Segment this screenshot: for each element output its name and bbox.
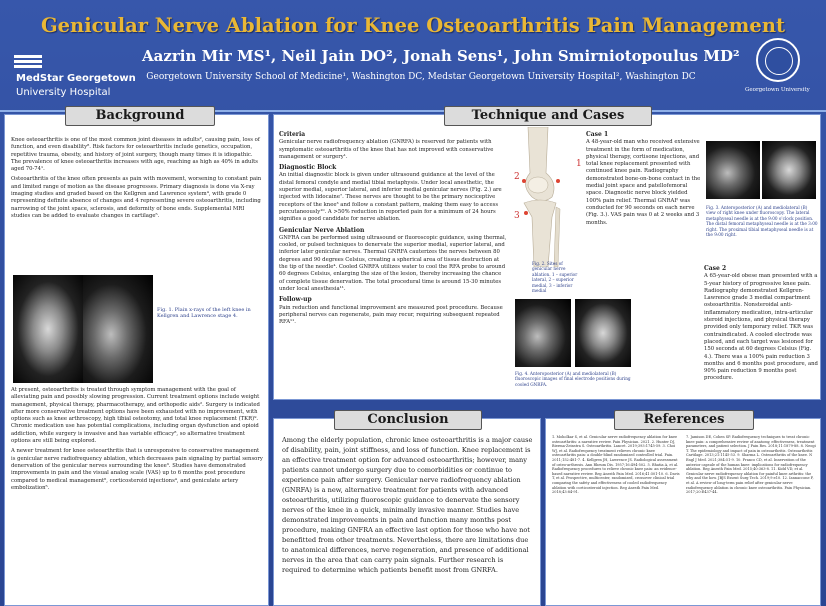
logo-left-line2: University Hospital xyxy=(16,87,111,98)
georgetown-seal-icon xyxy=(756,38,800,82)
medstar-logo-icon xyxy=(14,55,42,71)
case2-text: A 65-year-old obese man presented with a 5-year history of progressive knee pain. Radiography demonstrated Kellgren-Lawrence grade 3 medial compartment osteoarthritis. Nonsteroidal anti-inflammatory medication, intra-articular steroid injections, and physical therapy provided only temporary relief. TKR was contraindicated. A cooled electrode was placed, and each target was lesioned for 150 seconds at 60 degrees Celsius (Fig. 4.). There was a 100% pain reduction 3 months and 6 months post procedure, and 90% pain reduction 9 months post procedure. xyxy=(704,273,818,382)
conclusion-panel xyxy=(273,412,541,606)
fig3-fluoro-b xyxy=(762,141,816,199)
diagnostic-text: An initial diagnostic block is given under ultrasound guidance at the level of the distal femoral condyle and medial tibial metaphysis. Under local anesthetic, the superior medial, superior lateral, and inferior medial genicular nerves (Fig. 2.) are injected with lidocaine⁷. These nerves are thought to be the primary nociceptive receptors of the knee³ and follow a constant pattern, making them easy to access percutaneously¹⁰. A >50% reduction in reported pain for a minimum of 24 hours signifies a good candidate for nerve ablation. xyxy=(279,172,502,223)
references-col2: 7. Jamison DE, Cohen SP. Radiofrequency techniques to treat chronic knee pain: a comprehensive review of anatomy, effectiveness, treatment parameters, and patient selection. J Pain Res. 2018;11:1879-88. 8. Neogi T. The epidemiology and impact of pain in osteoarthritis. Osteoarthritis Cartilage. 2013;21:1145-53. 9. Sharma L. Osteoarthritis of the knee. N Engl J Med. 2021;384:51-9. 10. Franco CD, et al. Innervation of the anterior capsule of the human knee: implications for radiofrequency ablation. Reg Anesth Pain Med. 2015;40:363-8. 11. Kidd VD, et al. Genicular nerve radiofrequency ablation for painful knee arthritis: the why and the how. JBJS Essent Surg Tech. 2019;9:e10. 12. Iannaccone F, et al. A review of long-term pain relief after genicular nerve radiofrequency ablation in chronic knee osteoarthritis. Pain Physician. 2017;20:E437-44. xyxy=(686,435,816,495)
technique-text xyxy=(279,129,507,329)
background-p1: Knee osteoarthritis is one of the most common joint diseases in adults², causing pain, loss of function, and even disability⁸. Risk factors for osteoarthritis include genetics, occupation, repetitive trauma, obesity, and history of joint surgery, though many times it is idiopathic. The prevalence of knee osteoarthritis increases with age, reaching as high as 40% in adults aged 70-74¹. xyxy=(11,137,260,173)
poster-authors: Aazrin Mir MS¹, Neil Jain DO², Jonah Sens¹, John Smirniotopoulus MD² xyxy=(142,47,740,65)
diagnostic-title: Diagnostic Block xyxy=(279,164,337,172)
background-p4: A newer treatment for knee osteoarthritis that is unresponsive to conservative management is genicular nerve radiofrequency ablation, which decreases pain signaling by partial sensory denervation of the genicular nerves surrounding the knee³. Studies have demonstrated improvements in pain and the visual analog scale (VAS) up to 6 months post procedure compared to medical management⁶, corticosteroid injections⁴, and geniculate artery embolization⁵. xyxy=(11,448,263,491)
conclusion-text: Among the elderly population, chronic knee osteoarthritis is a major cause of disability, pain, joint stiffness, and loss of function. Knee replacement is an effective treatment option for advanced osteoarthritis; however, many patients cannot undergo surgery due to comorbidities or continue to experience pain after surgery. Genicular nerve radiofrequency ablation (GNRFA) is a new, alternative treatment for patients with advanced osteoarthritis, utilizing fluoroscopic guidance to denervate the sensory nerves of the knee in a quick, minimally invasive manner. Studies have demonstrated improvements in pain and function many months post procedure, making GNFRA an effective last option for those who have not benefitted from other treatments. Nevertheless, there are limitations due to anatomical differences, nerve regeneration, and presence of additional nerves in the area that can carry pain signals. Further research is required to determine which patients benefit most from GNRFA. xyxy=(282,436,533,574)
medstar-logo xyxy=(14,55,134,103)
logo-left-line1: MedStar Georgetown xyxy=(16,73,136,84)
poster-header xyxy=(0,0,826,112)
background-p2: Osteoarthritis of the knee often presents as pain with movement, worsening to constant pain and limited range of motion as the disease progresses. Primary diagnosis is done via X-ray imaging studies and graded based on the Kellgren and Lawrence system⁴, with grade 0 representing definite absence of changes and 4 representing severe osteoarthritis, including narrowing of the joint space, sclerosis, and deformity of bone ends. Supplemental MRI studies can be added to evaluate changes in cartilage⁵. xyxy=(11,176,262,219)
background-heading: Background xyxy=(65,106,215,126)
fig2-knee-illustration xyxy=(512,127,574,267)
ablation-title: Genicular Nerve Ablation xyxy=(279,226,365,234)
references-panel xyxy=(545,412,821,606)
technique-panel xyxy=(273,108,821,400)
georgetown-logo xyxy=(745,38,811,108)
criteria-text: Genicular nerve radiofrequency ablation (GNRFA) is reserved for patients with symptomatic osteoarthritis of the knee that has not improved with conservative management or surgery¹. xyxy=(279,139,494,160)
poster-title: Genicular Nerve Ablation for Knee Osteoarthritis Pain Management xyxy=(41,14,785,37)
fig3-caption: Fig. 3. Anteroposterior (A) and mediolateral (B) view of right knee under fluoroscopy. The lateral metaphyseal needle is at the 9:00 o'clock position. The distal femoral metaphyseal needle is at the 3:00 right. The proximal tibial metaphyseal needle is at the 9:00 right. xyxy=(706,205,818,238)
fig2-num1: 1 xyxy=(576,159,582,169)
criteria-title: Criteria xyxy=(279,131,306,138)
ablation-text: GNFRA can be performed using ultrasound or fluoroscopic guidance, using thermal, cooled, or pulsed techniques to denervate the superior medial, superior lateral, and inferior later genicular nerves. Thermal GNRFA cauterizes the nerves between 80 degrees and 90 degrees Celsius, creating a spherical area of tissue destruction at the tip of the needle⁴. Cooled GNRFA utilizes water to cool the RFA probe to around 60 degrees Celsius, enlarging the size of the lesion, thereby increasing the chance of complete tissue denervation. The total procedural time is around 15-30 minutes under local anesthesia¹¹. xyxy=(279,234,507,292)
fig1-xray-lateral xyxy=(83,275,153,383)
fig2-caption: Fig. 2. Sites of genicular nerve ablation. 1 – superior lateral, 2 – superior medial, 3 – inferior medial xyxy=(532,261,578,294)
case2-title: Case 2 xyxy=(704,265,727,272)
case1 xyxy=(586,129,704,230)
fig4-fluoro-a xyxy=(515,299,571,367)
case1-title: Case 1 xyxy=(586,131,609,138)
fig1-xray-ap xyxy=(13,275,83,383)
references-heading: References xyxy=(614,410,754,430)
background-p3: At present, osteoarthritis is treated through symptom management with the goal of alleviating pain and possibly slowing progression. Current treatment options include weight management, physical therapy, pharmacotherapy, and orthopedic aids². Surgery is indicated after more conservative treatment options have been exhausted with no improvement, with options such as knee arthroscopy, high tibial osteotomy, and total knee replacement (TKR)⁹. Chronic medication use has potential complications, including organ dysfunction and opioid addiction, while surgery is invasive and has variable efficacy⁸, so alternative treatment options are still being explored. xyxy=(11,387,260,445)
background-text-top xyxy=(11,137,263,223)
case1-text: A 48-year-old man who received extensive treatment in the form of medication, physical therapy, cortisone injections, and total knee replacement presented with continued knee pain. Radiography demonstrated bone-on-bone contact in the medial joint space and patellofemoral space. Diagnostic nerve block yielded 100% pain relief. Thermal GNRAF was conducted for 90 seconds on each nerve (Fig. 3.). VAS pain was 0 at 2 weeks and 3 months. xyxy=(586,139,701,226)
case2 xyxy=(704,263,818,386)
background-panel xyxy=(4,108,269,606)
followup-text: Pain reduction and functional improvement are measured post procedure. Because peripheral nerves can regenerate, pain may recur, requiring subsequent repeated RFA¹¹. xyxy=(279,304,503,326)
fig2-num2: 2 xyxy=(514,172,520,182)
background-text-bottom xyxy=(11,387,263,495)
fig2-num3: 3 xyxy=(514,211,520,221)
fig1-caption: Fig. 1. Plain x-rays of the left knee in Kellgren and Lawrence stage 4. xyxy=(157,307,251,320)
references-col1: 1. Moholkar S, et al. Genicular nerve radiofrequency ablation for knee osteoarthritis: a narrative review. Pain Physician. 2021. 2. Hunter DJ, Bierma-Zeinstra S. Osteoarthritis. Lancet. 2019;393:1745-59. 3. Choi WJ, et al. Radiofrequency treatment relieves chronic knee osteoarthritis pain: a double-blind randomized controlled trial. Pain. 2011;152:481-7. 4. Kellgren JH, Lawrence JS. Radiological assessment of osteo-arthrosis. Ann Rheum Dis. 1957;16:494-502. 5. Bhatia A, et al. Radiofrequency procedures to relieve chronic knee pain: an evidence-based narrative review. Reg Anesth Pain Med. 2016;41:501-10. 6. Davis T, et al. Prospective, multicenter, randomized, crossover clinical trial comparing the safety and effectiveness of cooled radiofrequency ablation with corticosteroid injection. Reg Anesth Pain Med. 2018;43:84-91. xyxy=(552,435,680,495)
conclusion-heading: Conclusion xyxy=(334,410,482,430)
fig4-caption: Fig. 4. Anteroposterior (A) and mediolateral (B) fluoroscopic images of final electrode positions during cooled GNRFA. xyxy=(515,371,631,387)
fig3-fluoro-a xyxy=(706,141,760,199)
poster-affiliations: Georgetown University School of Medicine¹, Washington DC, Medstar Georgetown University Hospital², Washington DC xyxy=(146,72,696,82)
logo-right-caption: Georgetown University xyxy=(745,87,810,93)
followup-title: Follow-up xyxy=(279,296,312,304)
fig4-fluoro-b xyxy=(575,299,631,367)
technique-heading: Technique and Cases xyxy=(444,106,652,126)
